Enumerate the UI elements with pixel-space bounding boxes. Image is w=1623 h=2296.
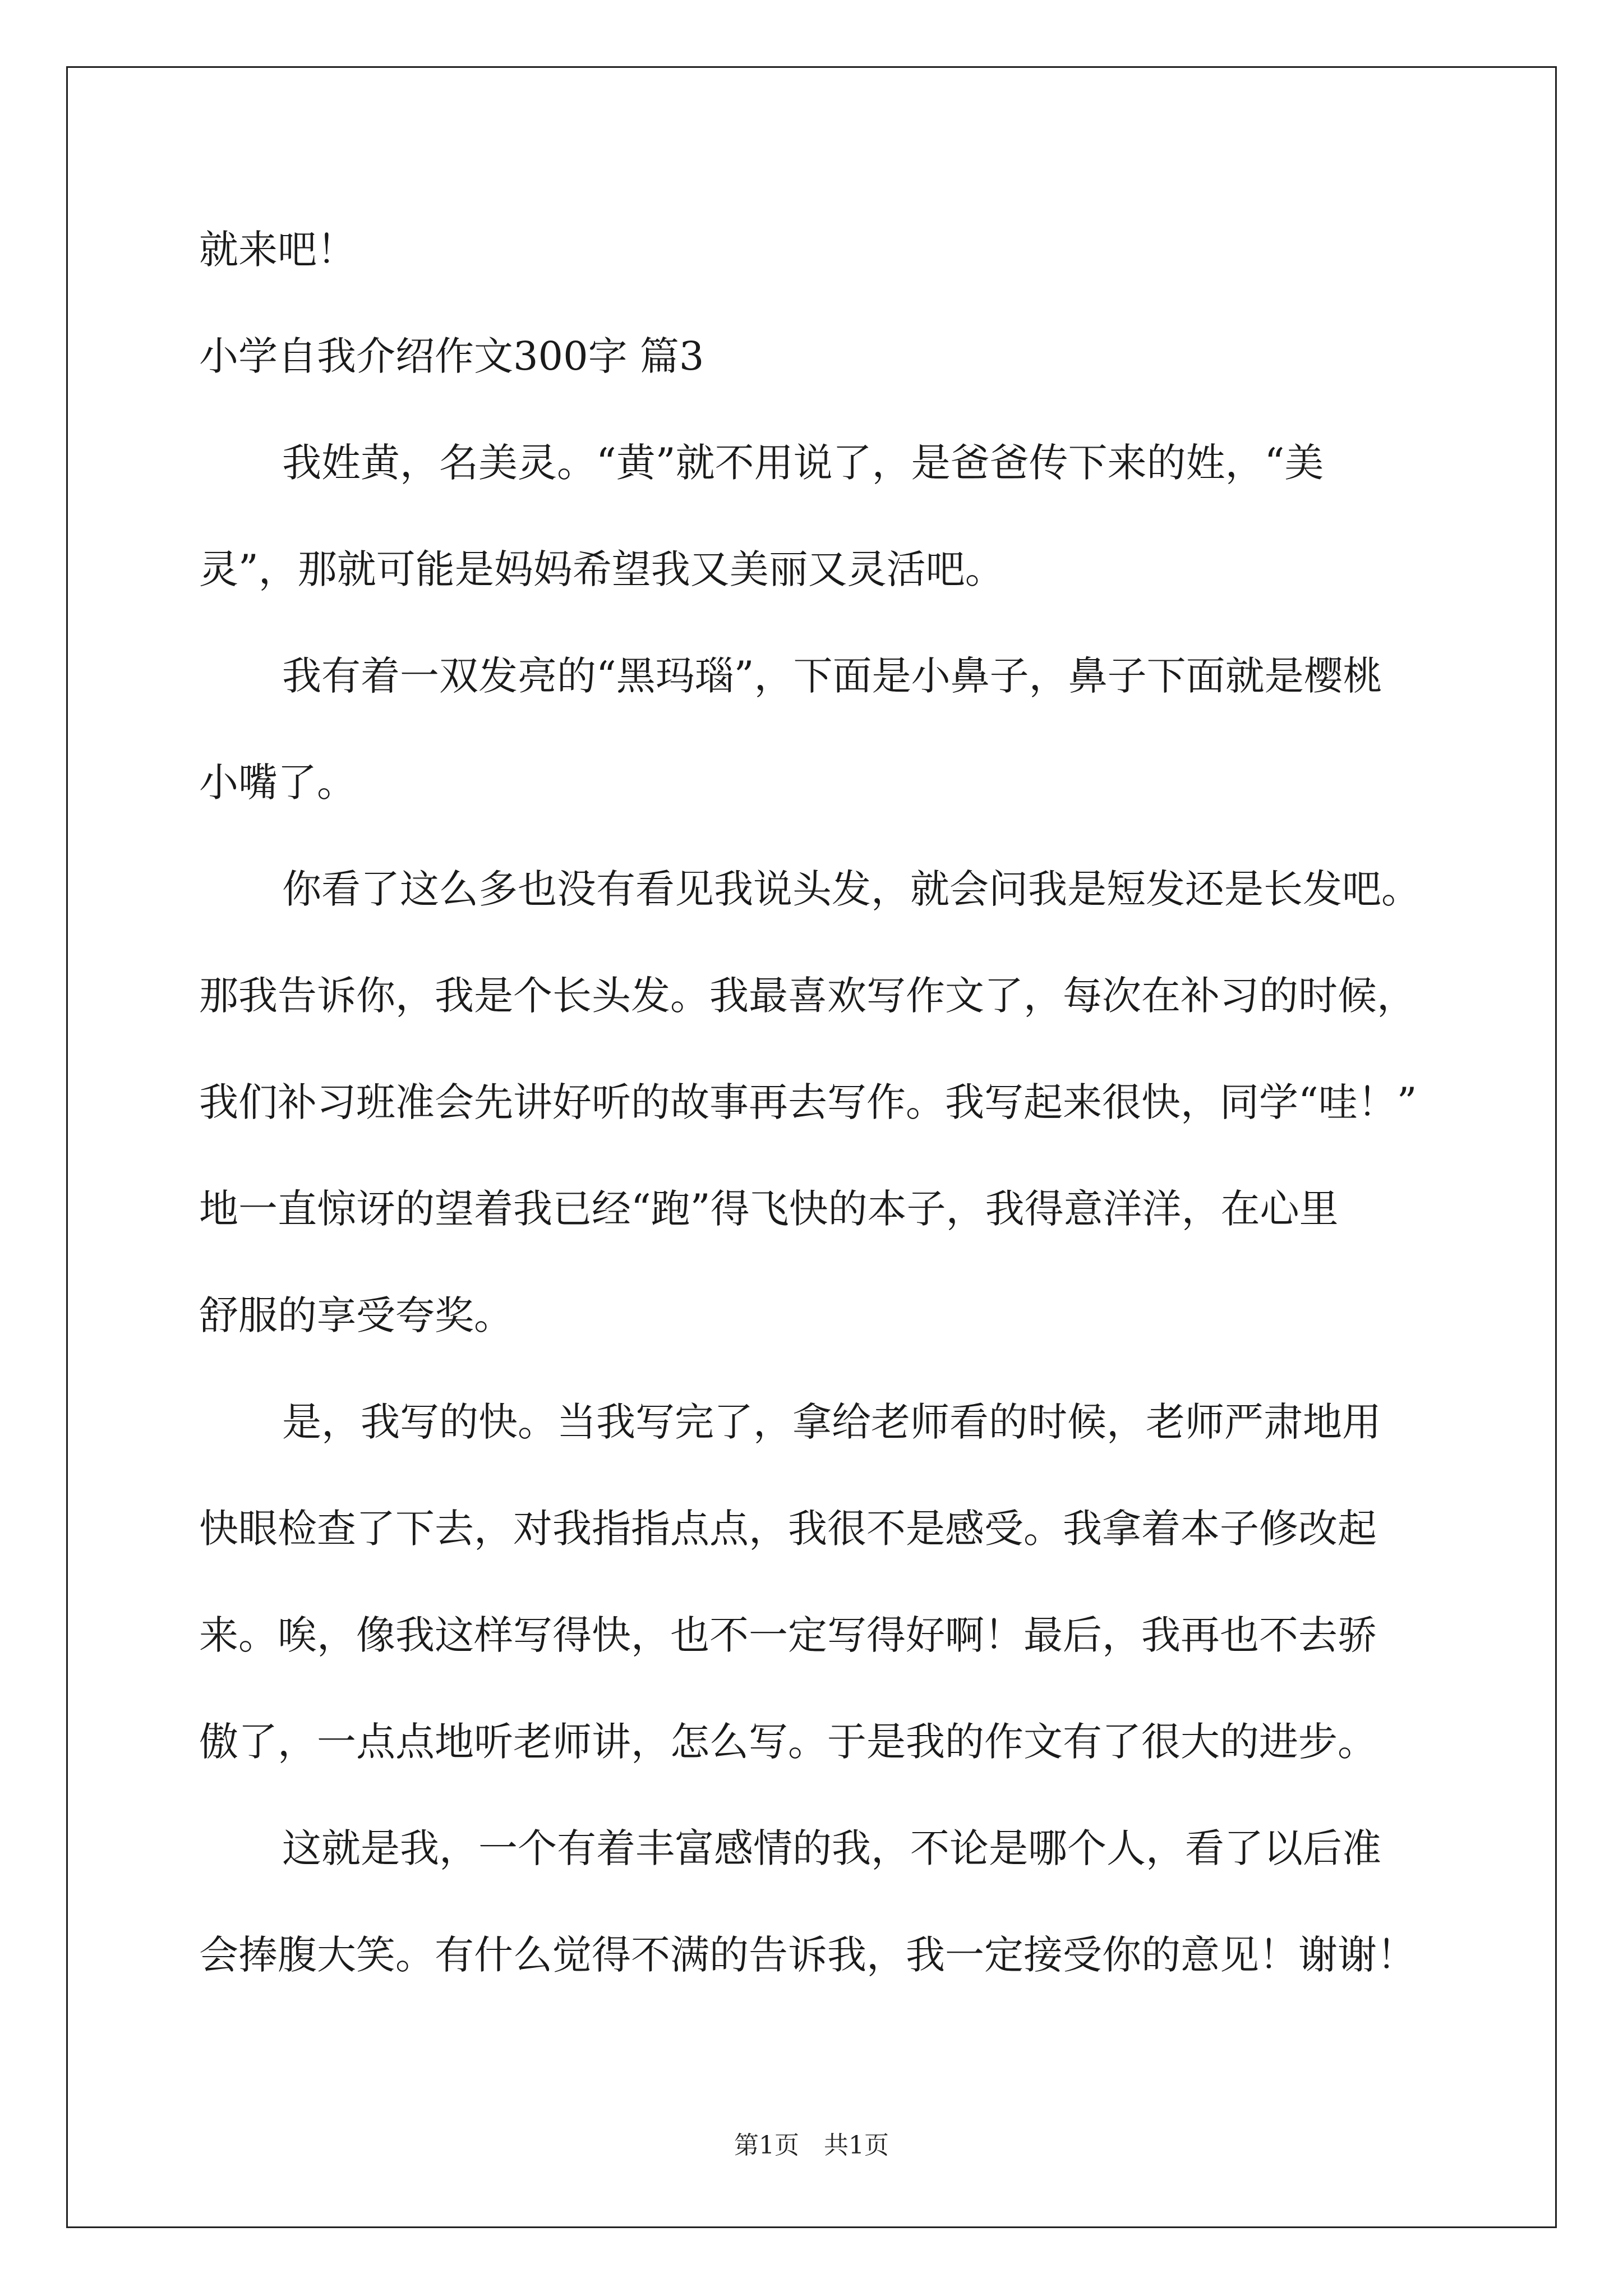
paragraph-line: 小嘴了。 <box>199 760 356 806</box>
paragraph-line: 我姓黄，名美灵。“黄”就不用说了，是爸爸传下来的姓，“美 <box>282 440 1324 486</box>
paragraph-line: 那我告诉你，我是个长头发。我最喜欢写作文了，每次在补习的时候， <box>199 973 1416 1019</box>
paragraph-line: 你看了这么多也没有看见我说头发，就会问我是短发还是长发吧。 <box>282 866 1421 912</box>
page-border <box>66 66 1557 2228</box>
paragraph-line: 灵”，那就可能是妈妈希望我又美丽又灵活吧。 <box>199 546 1004 592</box>
paragraph-line: 来。唉，像我这样写得快，也不一定写得好啊！最后，我再也不去骄 <box>199 1612 1377 1658</box>
paragraph-line: 我们补习班准会先讲好听的故事再去写作。我写起来很快，同学“哇！” <box>199 1079 1417 1125</box>
section-heading: 小学自我介绍作文300字 篇3 <box>199 333 704 379</box>
text-line: 就来吧！ <box>199 227 356 273</box>
paragraph-line: 是，我写的快。当我写完了，拿给老师看的时候，老师严肃地用 <box>282 1399 1381 1445</box>
paragraph-line: 这就是我，一个有着丰富感情的我，不论是哪个人，看了以后准 <box>282 1825 1381 1871</box>
paragraph-line: 傲了，一点点地听老师讲，怎么写。于是我的作文有了很大的进步。 <box>199 1719 1377 1765</box>
page-number-footer: 第1页 共1页 <box>734 2131 889 2160</box>
paragraph-line: 舒服的享受夸奖。 <box>199 1292 513 1338</box>
paragraph-line: 地一直惊讶的望着我已经“跑”得飞快的本子，我得意洋洋，在心里 <box>199 1186 1339 1232</box>
paragraph-line: 会捧腹大笑。有什么觉得不满的告诉我，我一定接受你的意见！谢谢！ <box>199 1932 1416 1978</box>
paragraph-line: 我有着一双发亮的“黑玛瑙”，下面是小鼻子，鼻子下面就是樱桃 <box>282 653 1382 699</box>
paragraph-line: 快眼检查了下去，对我指指点点，我很不是感受。我拿着本子修改起 <box>199 1506 1377 1552</box>
